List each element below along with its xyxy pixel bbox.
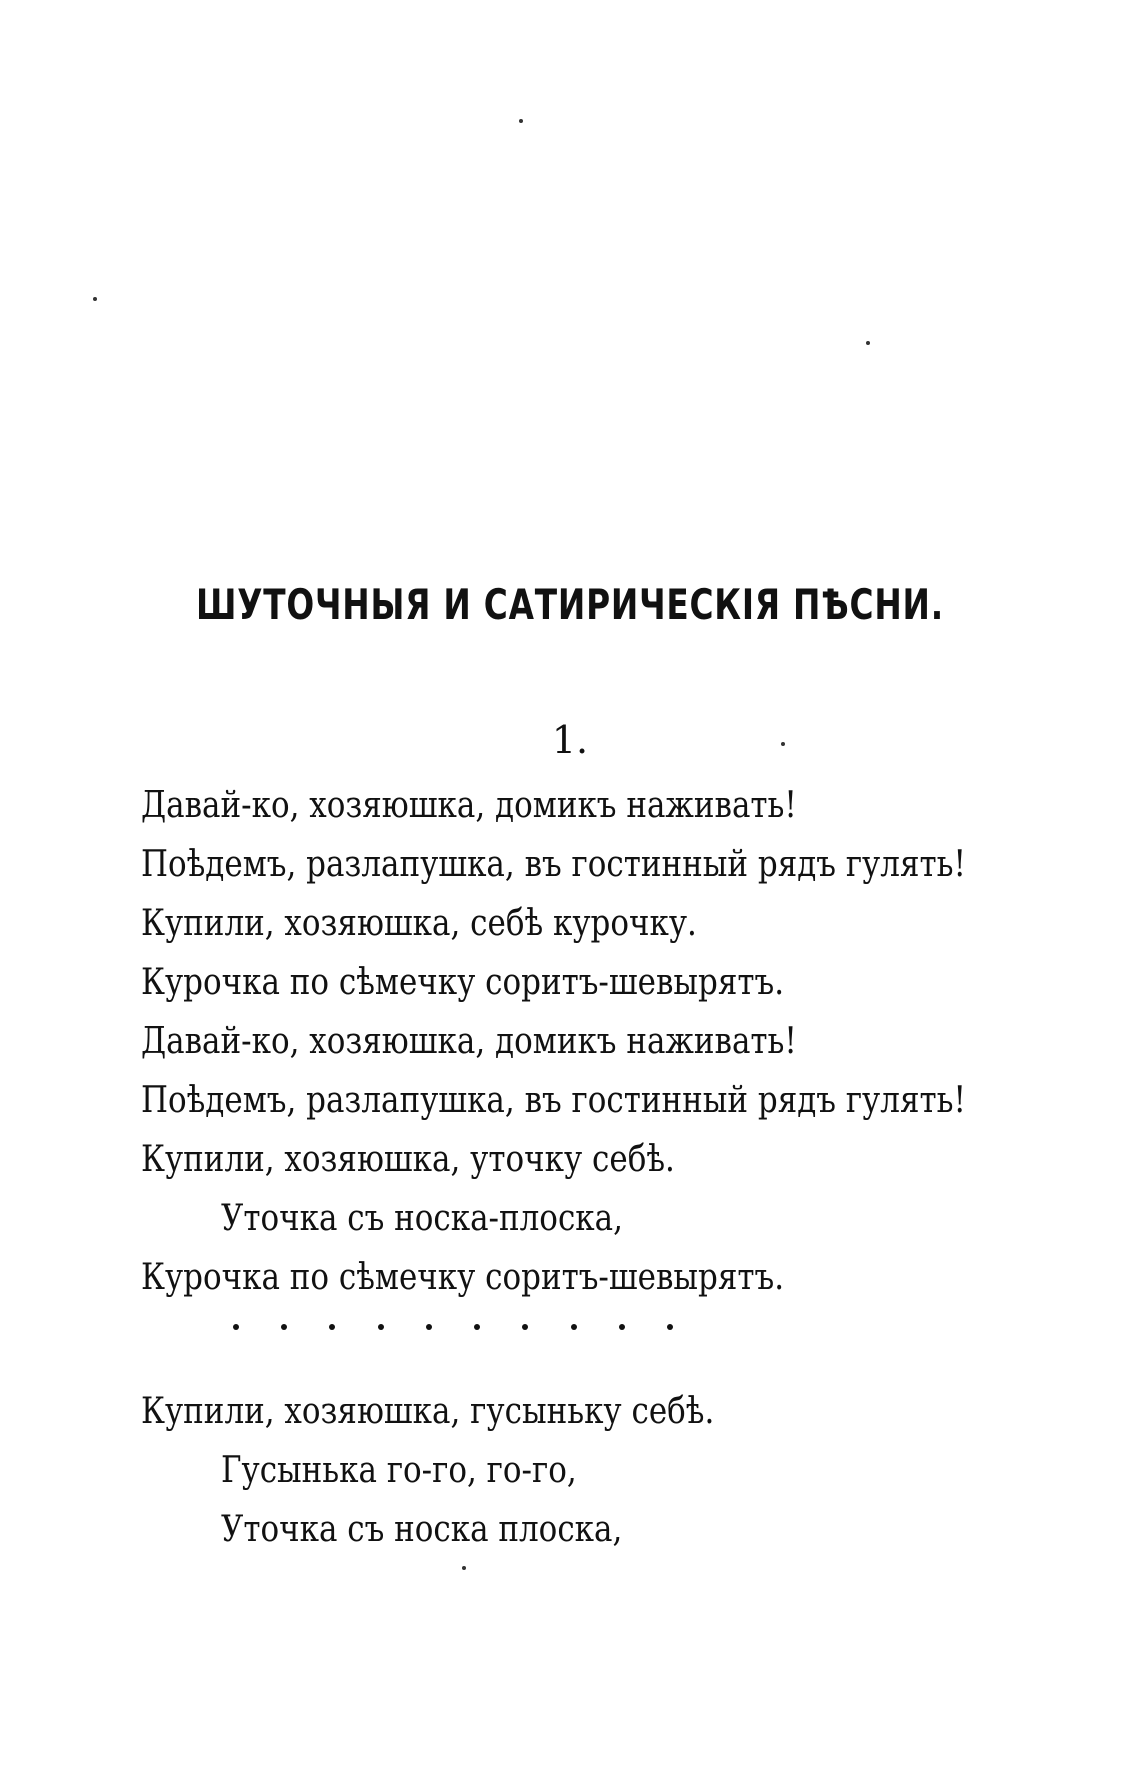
omission-dots: [233, 1324, 673, 1344]
omission-dot: [474, 1324, 480, 1330]
omission-dot: [329, 1324, 335, 1330]
omission-dot: [522, 1324, 528, 1330]
omission-dot: [619, 1324, 625, 1330]
omission-dot: [571, 1324, 577, 1330]
verse-line: Гусынька го-го, го-го,: [220, 1450, 577, 1491]
verse-line: Уточка съ носка-плоска,: [220, 1198, 623, 1239]
song-number: 1.: [551, 718, 589, 762]
verse-line: Поѣдемъ, разлапушка, въ гостинный рядъ гулять!: [141, 844, 966, 885]
verse-line: Купили, хозяюшка, гусыньку себѣ.: [141, 1391, 715, 1432]
verse-line: Давай-ко, хозяюшка, домикъ наживать!: [141, 785, 797, 826]
verse-line: Купили, хозяюшка, уточку себѣ.: [141, 1139, 675, 1180]
stanza-1: [141, 776, 1041, 1307]
verse-line: Поѣдемъ, разлапушка, въ гостинный рядъ гулять!: [141, 1080, 966, 1121]
section-heading: ШУТОЧНЫЯ И САТИРИЧЕСКІЯ ПѢСНИ.: [196, 580, 944, 629]
verse-line: Купили, хозяюшка, себѣ курочку.: [141, 903, 697, 944]
verse-line: Уточка съ носка плоска,: [220, 1509, 623, 1550]
omission-dot: [281, 1324, 287, 1330]
omission-dot: [667, 1324, 673, 1330]
verse-line: Курочка по сѣмечку соритъ-шевырятъ.: [141, 962, 785, 1003]
print-speck: [519, 119, 523, 123]
print-speck: [462, 1566, 466, 1570]
verse-line: Курочка по сѣмечку соритъ-шевырятъ.: [141, 1257, 785, 1298]
print-speck: [93, 297, 97, 301]
print-speck: [866, 341, 870, 345]
stanza-2: [141, 1382, 1041, 1559]
omission-dot: [378, 1324, 384, 1330]
omission-dot: [233, 1324, 239, 1330]
verse-line: Давай-ко, хозяюшка, домикъ наживать!: [141, 1021, 797, 1062]
omission-dot: [426, 1324, 432, 1330]
